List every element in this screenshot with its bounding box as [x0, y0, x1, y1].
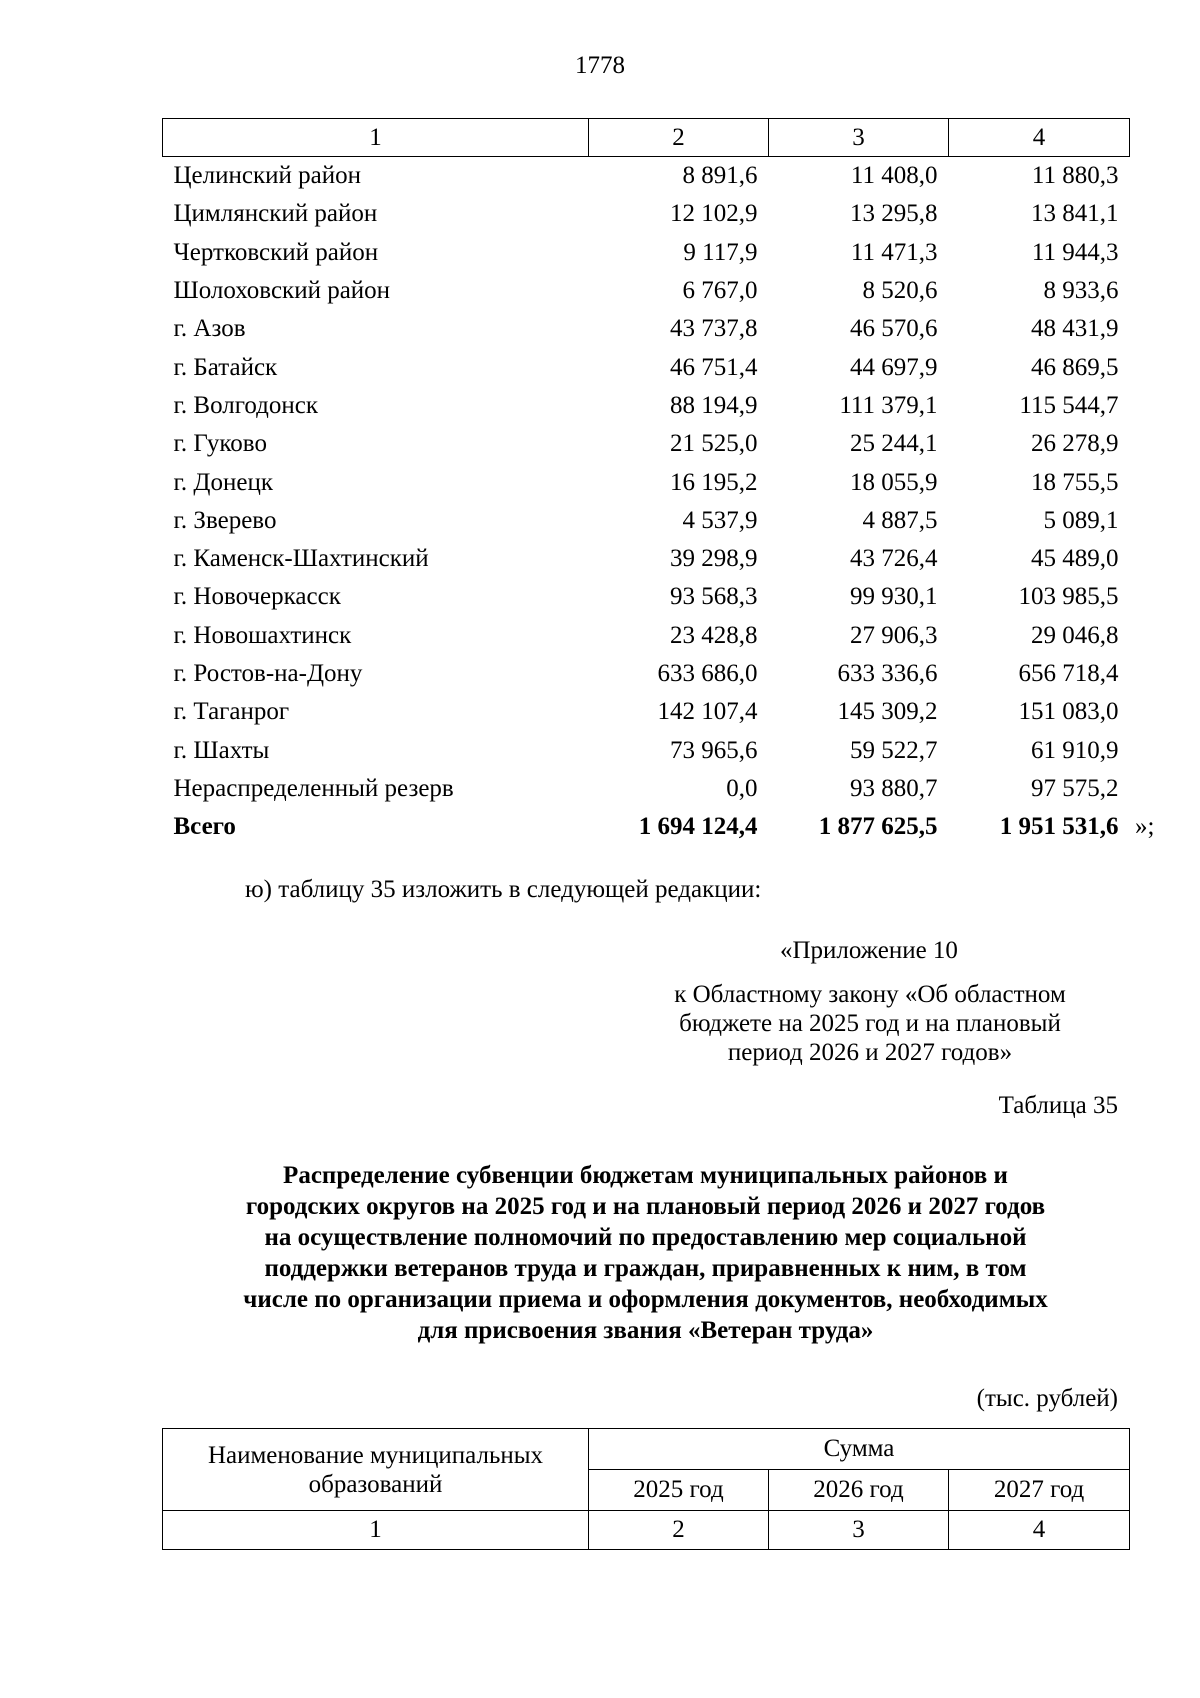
total-value-cell: 1 877 625,5	[818, 813, 938, 841]
municipality-name-cell: Шолоховский район	[173, 277, 391, 305]
municipality-name-cell: г. Шахты	[173, 736, 270, 764]
value-2026-cell: 145 309,2	[837, 698, 938, 726]
value-2025-cell: 93 568,3	[670, 583, 758, 611]
value-2026-cell: 93 880,7	[850, 774, 938, 802]
quote-close-suffix: »;	[1135, 813, 1155, 840]
table-row	[163, 578, 1130, 616]
sum-header: Сумма	[589, 1429, 1130, 1470]
bottom-table-header-row	[163, 1429, 1130, 1470]
table-row	[163, 617, 1130, 655]
value-2025-cell: 6 767,0	[682, 277, 758, 305]
value-2026-cell: 11 408,0	[850, 162, 938, 190]
value-2027-cell: 151 083,0	[1018, 698, 1119, 726]
municipality-name-cell: Нераспределенный резерв	[173, 774, 454, 802]
header-line: Наименование муниципальных	[207, 1441, 544, 1469]
value-2025-cell: 16 195,2	[670, 468, 758, 496]
top-table	[162, 118, 1130, 846]
value-2025-cell: 39 298,9	[670, 545, 758, 573]
municipality-name-cell: Целинский район	[173, 162, 361, 190]
value-2025-cell: 8 891,6	[682, 162, 758, 190]
value-2027-cell: 46 869,5	[1031, 353, 1119, 381]
value-2027-cell: 97 575,2	[1031, 774, 1119, 802]
value-2027-cell: 103 985,5	[1018, 583, 1119, 611]
value-2025-cell: 4 537,9	[682, 506, 758, 534]
table-row	[163, 425, 1130, 463]
column-number-cell: 4	[949, 1511, 1130, 1550]
title-line: на осуществление полномочий по предоставлению мер социальной	[264, 1224, 1027, 1251]
annex-reference-line: бюджете на 2025 год и на плановый	[679, 1010, 1061, 1037]
value-2025-cell: 23 428,8	[670, 621, 758, 649]
table-row	[163, 731, 1130, 769]
municipality-name-cell: г. Гуково	[173, 430, 267, 458]
table-row	[163, 234, 1130, 272]
total-value-cell: 1 951 531,6	[999, 813, 1119, 841]
value-2025-cell: 21 525,0	[670, 430, 758, 458]
value-2025-cell: 633 686,0	[657, 660, 758, 687]
table-row	[163, 348, 1130, 386]
value-2026-cell: 8 520,6	[862, 277, 938, 305]
value-2026-cell: 111 379,1	[839, 391, 938, 419]
value-2027-cell: 29 046,8	[1031, 621, 1119, 649]
year-header: 2027 год	[949, 1470, 1130, 1511]
value-2027-cell: 61 910,9	[1031, 736, 1119, 764]
value-2025-cell: 73 965,6	[670, 736, 758, 764]
page-number: 1778	[575, 52, 625, 79]
municipality-name-cell: г. Таганрог	[173, 698, 290, 726]
column-number-header: 3	[769, 119, 949, 157]
value-2027-cell: 5 089,1	[1043, 506, 1119, 534]
municipality-name-cell: г. Каменск-Шахтинский	[173, 545, 429, 573]
municipality-name-cell: г. Зверево	[173, 506, 277, 534]
table-row	[163, 770, 1130, 808]
column-number-header: 4	[949, 119, 1130, 157]
units-label: (тыс. рублей)	[976, 1385, 1118, 1412]
value-2026-cell: 18 055,9	[850, 468, 938, 496]
value-2025-cell: 88 194,9	[670, 391, 758, 419]
bottom-table-number-row	[163, 1511, 1130, 1550]
value-2026-cell: 25 244,1	[850, 430, 938, 458]
title-line: числе по организации приема и оформления документов, необходимых	[243, 1286, 1048, 1313]
value-2026-cell: 27 906,3	[850, 621, 938, 649]
value-2027-cell: 13 841,1	[1031, 200, 1119, 228]
bottom-table	[162, 1428, 1130, 1550]
municipality-name-cell: г. Батайск	[173, 353, 278, 381]
value-2026-cell: 43 726,4	[850, 545, 938, 573]
table-row	[163, 310, 1130, 348]
value-2026-cell: 59 522,7	[850, 736, 938, 764]
total-label-cell: Всего	[173, 813, 236, 841]
table-row	[163, 540, 1130, 578]
column-number-header: 2	[589, 119, 769, 157]
value-2026-cell: 11 471,3	[850, 238, 938, 266]
total-value-cell: 1 694 124,4	[638, 813, 758, 841]
value-2027-cell: 115 544,7	[1019, 391, 1119, 419]
column-number-header: 1	[163, 119, 589, 157]
table-row	[163, 693, 1130, 731]
column-number-cell: 2	[589, 1511, 769, 1550]
value-2025-cell: 12 102,9	[670, 200, 758, 228]
title-line: городских округов на 2025 год и на плановый период 2026 и 2027 годов	[245, 1193, 1046, 1220]
title-line: Распределение субвенции бюджетам муниципальных районов и	[283, 1162, 1008, 1189]
value-2025-cell: 46 751,4	[670, 353, 758, 381]
annex-reference	[620, 980, 1120, 1067]
value-2027-cell: 45 489,0	[1031, 545, 1119, 573]
header-line: образований	[308, 1470, 443, 1498]
total-row	[163, 808, 1130, 846]
table-label: Таблица 35	[998, 1092, 1118, 1119]
municipality-name-cell: г. Новочеркасск	[173, 583, 341, 611]
value-2027-cell: 48 431,9	[1031, 315, 1119, 343]
value-2026-cell: 4 887,5	[862, 506, 938, 534]
column-number-cell: 1	[163, 1511, 589, 1550]
municipality-name-cell: г. Новошахтинск	[173, 621, 352, 649]
municipality-name-cell: Чертковский район	[173, 238, 379, 266]
municipality-name-cell: г. Ростов-на-Дону	[173, 660, 363, 687]
year-header: 2025 год	[589, 1470, 769, 1511]
table-row	[163, 463, 1130, 501]
value-2025-cell: 142 107,4	[657, 698, 758, 726]
municipality-name-cell: г. Волгодонск	[173, 391, 319, 419]
value-2027-cell: 11 944,3	[1031, 238, 1119, 266]
top-table-header-row	[163, 119, 1130, 157]
value-2026-cell: 633 336,6	[837, 660, 938, 687]
title-line: поддержки ветеранов труда и граждан, приравненных к ним, в том	[264, 1255, 1027, 1282]
instruction-text: ю) таблицу 35 изложить в следующей редакции:	[245, 876, 762, 903]
value-2027-cell: 8 933,6	[1043, 277, 1119, 305]
value-2027-cell: 11 880,3	[1031, 162, 1119, 190]
table-row	[163, 157, 1130, 196]
table-row	[163, 655, 1130, 693]
value-2025-cell: 43 737,8	[670, 315, 758, 343]
annex-title: «Приложение 10	[780, 937, 958, 964]
column-number-cell: 3	[769, 1511, 949, 1550]
value-2026-cell: 13 295,8	[850, 200, 938, 228]
table-row	[163, 387, 1130, 425]
table-row	[163, 272, 1130, 310]
annex-reference-line: период 2026 и 2027 годов»	[727, 1039, 1013, 1066]
value-2025-cell: 9 117,9	[683, 238, 758, 266]
value-2026-cell: 44 697,9	[850, 353, 938, 381]
annex-reference-line: к Областному закону «Об областном	[674, 981, 1066, 1008]
year-header: 2026 год	[769, 1470, 949, 1511]
value-2027-cell: 26 278,9	[1031, 430, 1119, 458]
municipality-name-header	[163, 1429, 589, 1511]
value-2027-cell: 656 718,4	[1018, 660, 1119, 687]
municipality-name-cell: г. Азов	[173, 315, 246, 343]
value-2025-cell: 0,0	[726, 774, 758, 802]
municipality-name-cell: Цимлянский район	[173, 200, 378, 228]
value-2027-cell: 18 755,5	[1031, 468, 1119, 496]
document-title	[162, 1160, 1129, 1346]
table-row	[163, 195, 1130, 233]
table-row	[163, 502, 1130, 540]
title-line: для присвоения звания «Ветеран труда»	[417, 1317, 874, 1344]
municipality-name-cell: г. Донецк	[173, 468, 273, 496]
value-2026-cell: 46 570,6	[850, 315, 938, 343]
value-2026-cell: 99 930,1	[850, 583, 938, 611]
